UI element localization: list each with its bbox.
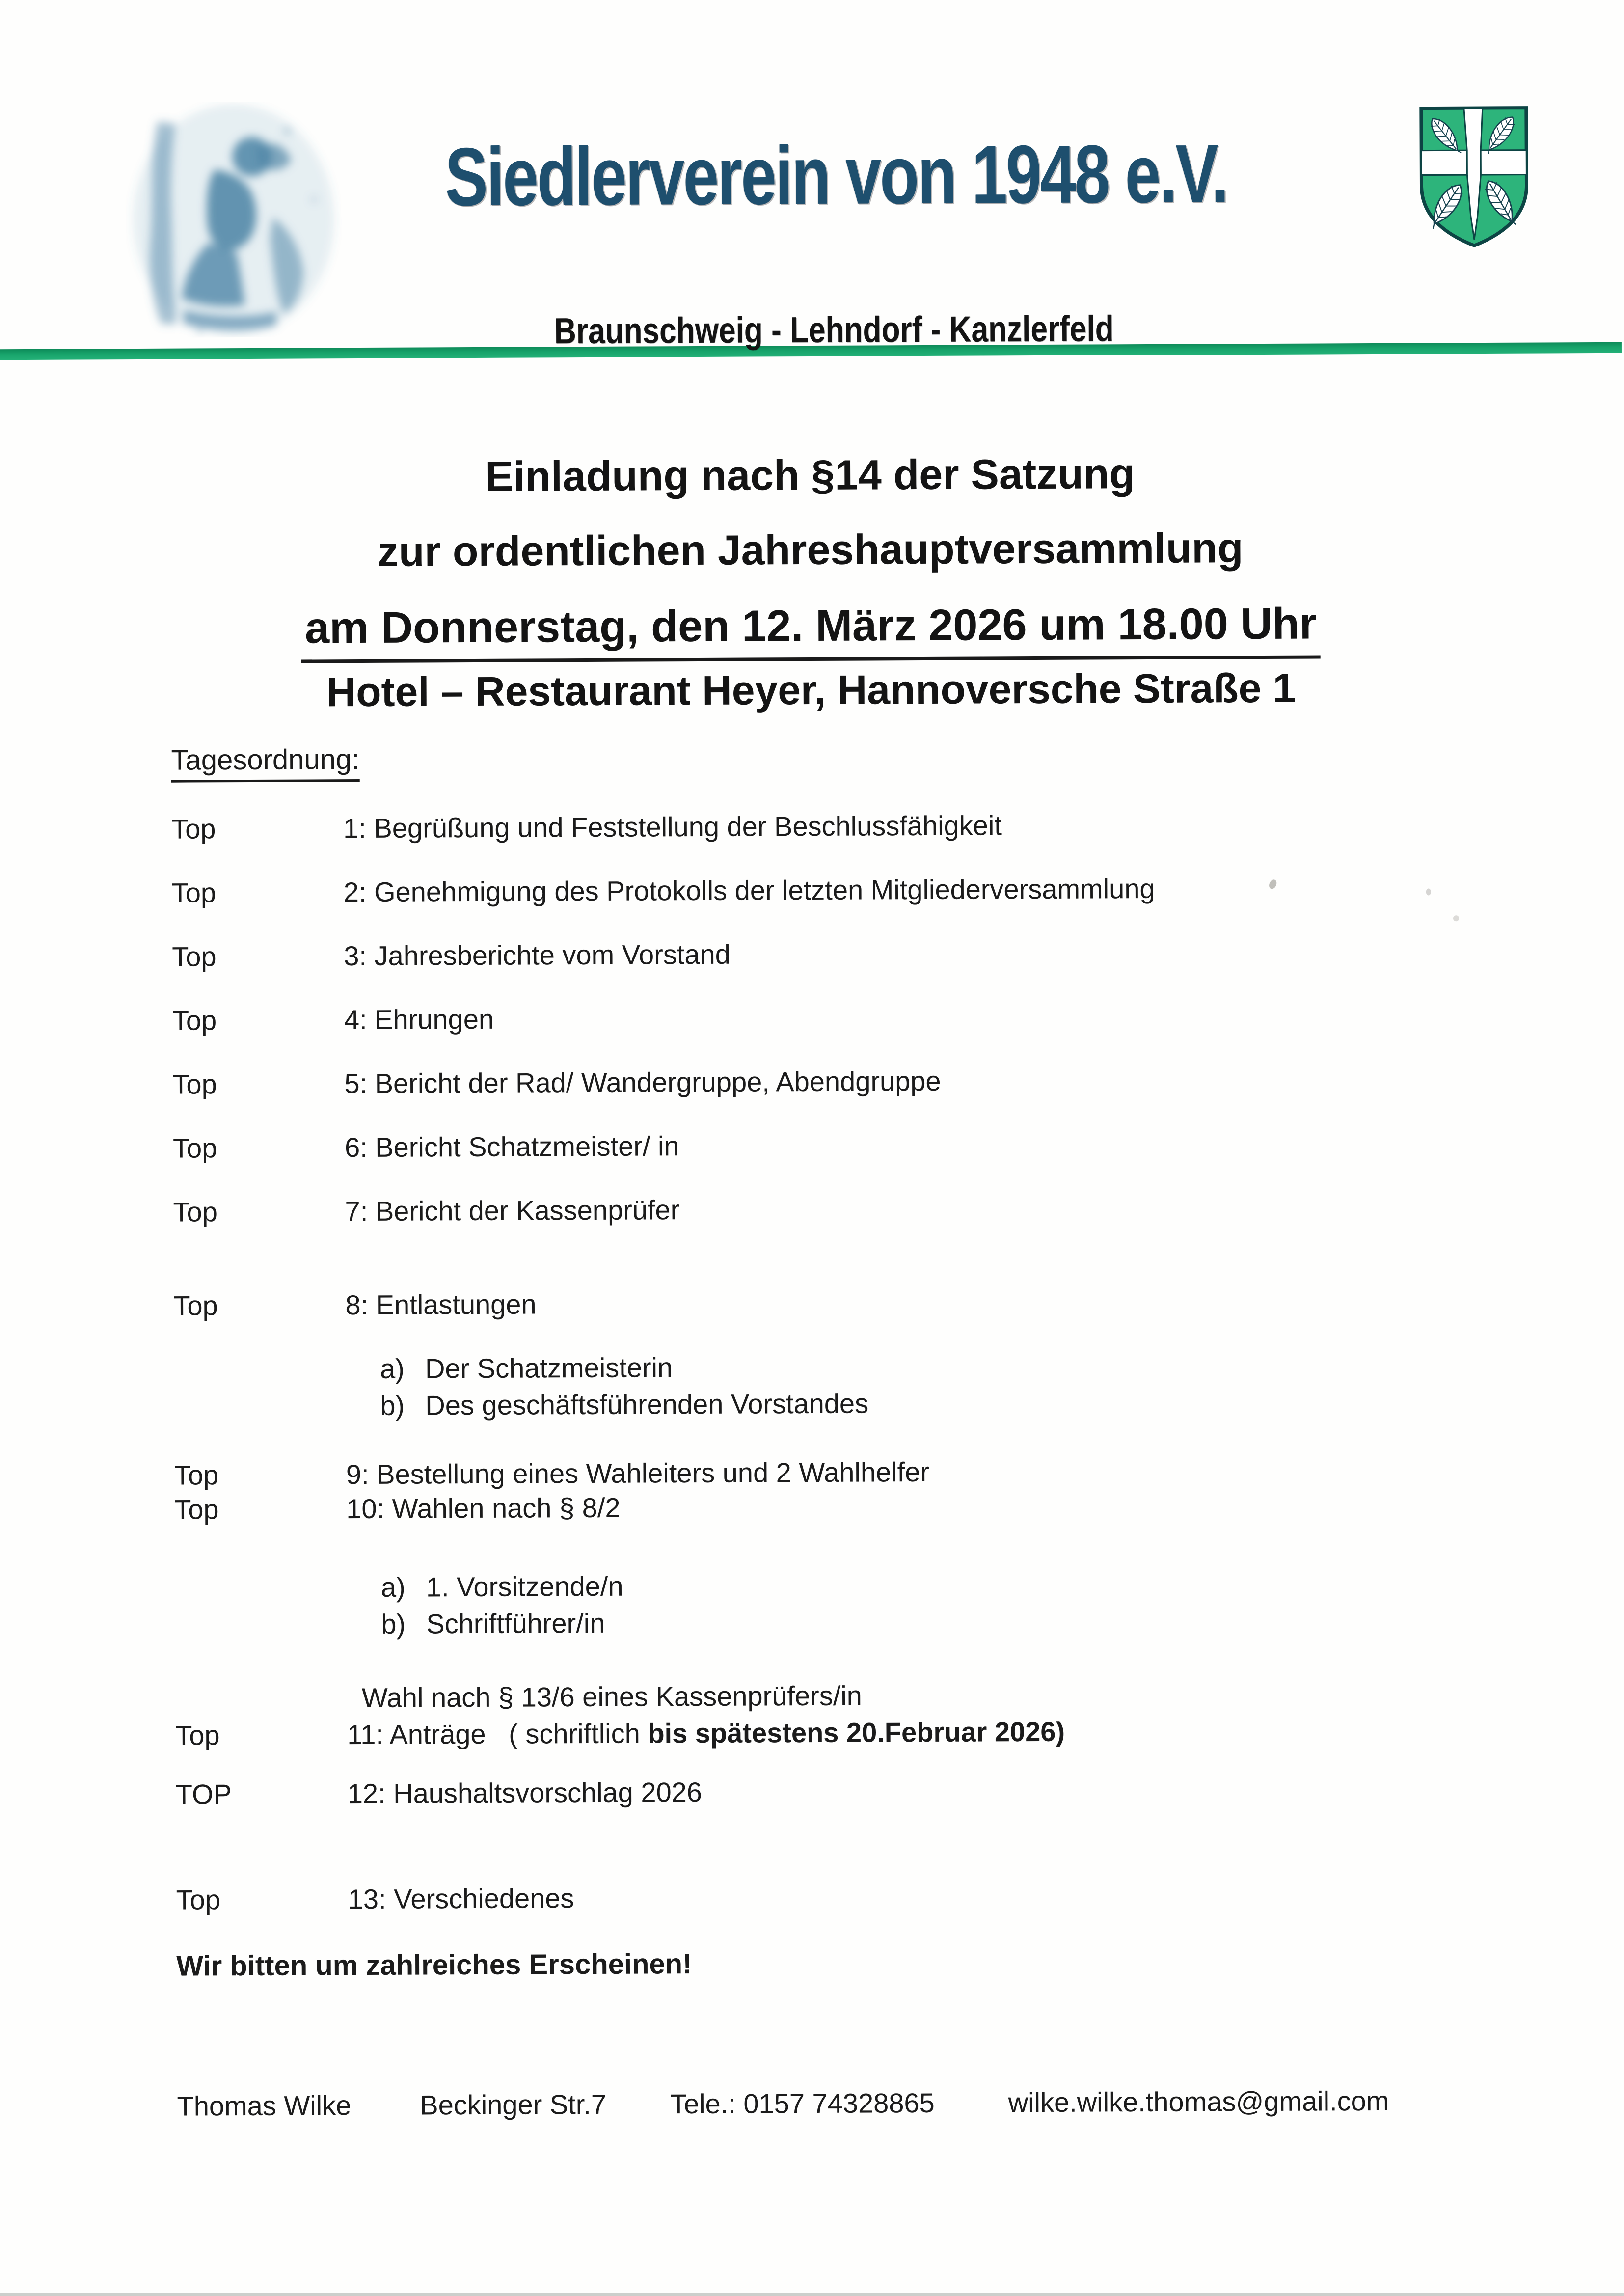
invitation-line-1: Einladung nach §14 der Satzung — [485, 450, 1136, 500]
top11-text: 11: Anträge ( schriftlich — [347, 1718, 648, 1750]
contact-address: Beckinger Str.7 — [420, 2088, 607, 2121]
agenda-row-top10: Top 10: Wahlen nach § 8/2 — [174, 1492, 621, 1525]
agenda-heading: Tagesordnung: — [171, 738, 1623, 777]
contact-email: wilke.wilke.thomas@gmail.com — [1008, 2085, 1389, 2118]
agenda-row-top12: TOP 12: Haushaltsvorschlag 2026 — [175, 1776, 703, 1810]
agenda-subitem-10a: a) 1. Vorsitzende/n — [380, 1570, 623, 1603]
contact-phone: Tele.: 0157 74328865 — [670, 2087, 935, 2120]
agenda-row-top6: Top 6: Bericht Schatzmeister/ in — [172, 1130, 679, 1164]
agenda-row-top8: Top 8: Entlastungen — [173, 1288, 537, 1321]
invitation-line-3: am Donnerstag, den 12. März 2026 um 18.00 Uhr — [0, 598, 1623, 654]
letter-body — [0, 447, 1624, 2123]
agenda-row-top7: Top 7: Bericht der Kassenprüfer — [173, 1194, 680, 1228]
letterhead — [0, 0, 1622, 352]
org-name: Siedlerverein von 1948 e.V. — [445, 127, 1228, 223]
agenda-row-top1: Top 1: Begrüßung und Feststellung der Beschlussfähigkeit — [171, 810, 1002, 845]
org-location: Braunschweig - Lehndorf - Kanzlerfeld — [554, 308, 1114, 352]
agenda-subitem-10b: b) Schriftführer/in — [381, 1607, 605, 1640]
agenda-subitem-8a: a) Der Schatzmeisterin — [379, 1352, 673, 1384]
contact-name: Thomas Wilke — [177, 2090, 352, 2122]
scan-edge-artifact — [0, 2293, 1624, 2296]
agenda-row-top9: Top 9: Bestellung eines Wahleiters und 2 Wahlhelfer — [174, 1456, 930, 1491]
agenda-row-top11: Top 11: Anträge ( schriftlich bis spätestens 20.Februar 2026) — [175, 1716, 1065, 1751]
scan-speck — [1453, 915, 1459, 921]
settler-figure-logo-icon — [125, 101, 342, 338]
agenda-row-top4: Top 4: Ehrungen — [172, 1003, 494, 1036]
invitation-line-4: Hotel – Restaurant Heyer, Hannoversche Straße 1 — [326, 664, 1296, 715]
coat-of-arms-icon — [1414, 103, 1534, 251]
top11-deadline-bold: bis spätestens 20.Februar 2026) — [648, 1716, 1065, 1749]
agenda-row-top13: Top 13: Verschiedenes — [176, 1883, 574, 1915]
agenda-row-top2: Top 2: Genehmigung des Protokolls der letzten Mitgliederversammlung — [171, 873, 1155, 908]
agenda-row-top5: Top 5: Bericht der Rad/ Wandergruppe, Abendgruppe — [172, 1065, 941, 1100]
closing-appeal: Wir bitten um zahlreiches Erscheinen! — [176, 1948, 692, 1982]
org-header — [335, 127, 1332, 352]
agenda-note-wahl: Wahl nach § 13/6 eines Kassenprüfers/in — [361, 1680, 863, 1714]
agenda-subitem-8b: b) Des geschäftsführenden Vorstandes — [380, 1388, 869, 1421]
invitation-line-2: zur ordentlichen Jahreshauptversammlung — [377, 524, 1244, 575]
scan-speck — [1426, 888, 1431, 895]
contact-footer — [177, 2084, 1624, 2123]
agenda-row-top3: Top 3: Jahresberichte vom Vorstand — [172, 938, 731, 972]
invitation-heading-block — [0, 447, 1623, 718]
